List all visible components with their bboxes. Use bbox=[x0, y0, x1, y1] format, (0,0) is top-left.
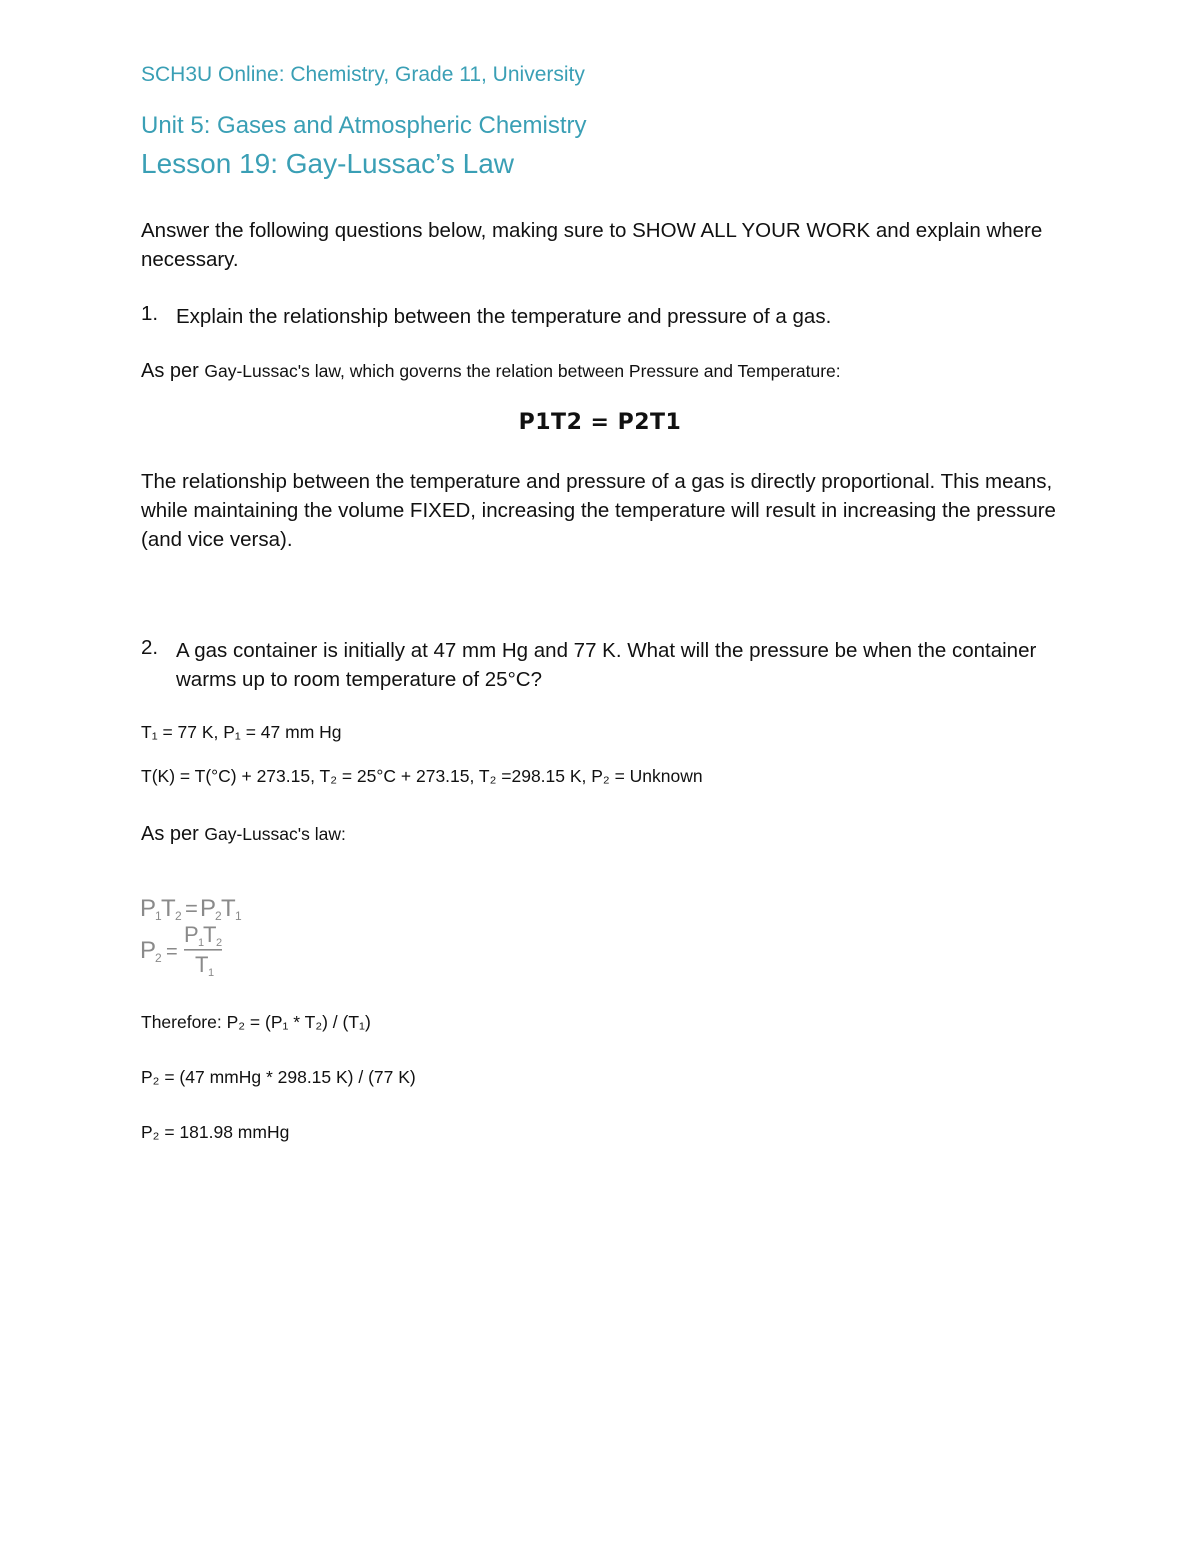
eq-fraction-bar bbox=[184, 949, 222, 951]
gay-lussac-equation-image bbox=[140, 888, 250, 988]
conversion-line: T(K) = T(°C) + 273.15, T₂ = 25°C + 273.15, T₂ =298.15 K, P₂ = Unknown bbox=[141, 766, 703, 786]
lesson-title: Lesson 19: Gay-Lussac’s Law bbox=[141, 148, 515, 179]
law-description: Gay-Lussac's law, which governs the relation between Pressure and Temperature: bbox=[204, 361, 841, 381]
main-formula: P1T2 = P2T1 bbox=[518, 410, 682, 435]
calc-step-1: Therefore: P₂ = (P₁ * T₂) / (T₁) bbox=[141, 1012, 371, 1032]
eq-line2-equals: = bbox=[166, 941, 178, 963]
unit-title: Unit 5: Gases and Atmospheric Chemistry bbox=[141, 112, 587, 139]
given-values-line: T₁ = 77 K, P₁ = 47 mm Hg bbox=[141, 722, 342, 742]
eq-line2-sub: 2 bbox=[155, 951, 162, 965]
eq-line1-equals: = bbox=[185, 896, 198, 921]
eq-frac-den-t: T bbox=[195, 952, 209, 977]
eq-frac-num-sub2: 2 bbox=[216, 937, 223, 949]
eq-frac-num-p: P bbox=[184, 922, 199, 947]
answer-paragraph: The relationship between the temperature and pressure of a gas is directly proportional. This means, while maintaining the volume FIXED, increasing the temperature will result in increasing the pressure (and vice versa). bbox=[141, 470, 1056, 551]
eq-line1-p: P bbox=[140, 895, 157, 922]
eq-line1-t1: T bbox=[221, 895, 236, 922]
question-1-text: Explain the relationship between the temperature and pressure of a gas. bbox=[176, 305, 832, 328]
course-title: SCH3U Online: Chemistry, Grade 11, University bbox=[141, 63, 585, 86]
as-per-law-line-2 bbox=[141, 823, 346, 846]
eq-line1-sub3: 2 bbox=[215, 909, 222, 923]
eq-frac-den-sub: 1 bbox=[208, 967, 215, 979]
eq-line1-sub1: 1 bbox=[155, 909, 162, 923]
eq-line2-p: P bbox=[140, 937, 157, 964]
eq-line1-t: T bbox=[161, 895, 176, 922]
as-per-law-line bbox=[141, 360, 841, 383]
eq-frac-num-t: T bbox=[203, 922, 217, 947]
eq-line1-sub4: 1 bbox=[235, 909, 242, 923]
as-per-prefix-2: As per bbox=[141, 823, 199, 845]
eq-line1-p2: P bbox=[200, 895, 217, 922]
calc-result: P₂ = 181.98 mmHg bbox=[141, 1122, 290, 1142]
law-label: Gay-Lussac's law: bbox=[204, 824, 346, 844]
instructions: Answer the following questions below, making sure to SHOW ALL YOUR WORK and explain where necessary. bbox=[141, 219, 1043, 271]
eq-line1-sub2: 2 bbox=[175, 909, 182, 923]
question-2-number: 2. bbox=[141, 636, 159, 659]
question-1-number: 1. bbox=[141, 302, 159, 325]
question-2-text: A gas container is initially at 47 mm Hg and 77 K. What will the pressure be when the container warms up to room temperature of 25°C? bbox=[176, 639, 1037, 691]
as-per-prefix: As per bbox=[141, 360, 199, 382]
eq-frac-num-sub1: 1 bbox=[198, 937, 205, 949]
calc-step-2: P₂ = (47 mmHg * 298.15 K) / (77 K) bbox=[141, 1067, 416, 1087]
